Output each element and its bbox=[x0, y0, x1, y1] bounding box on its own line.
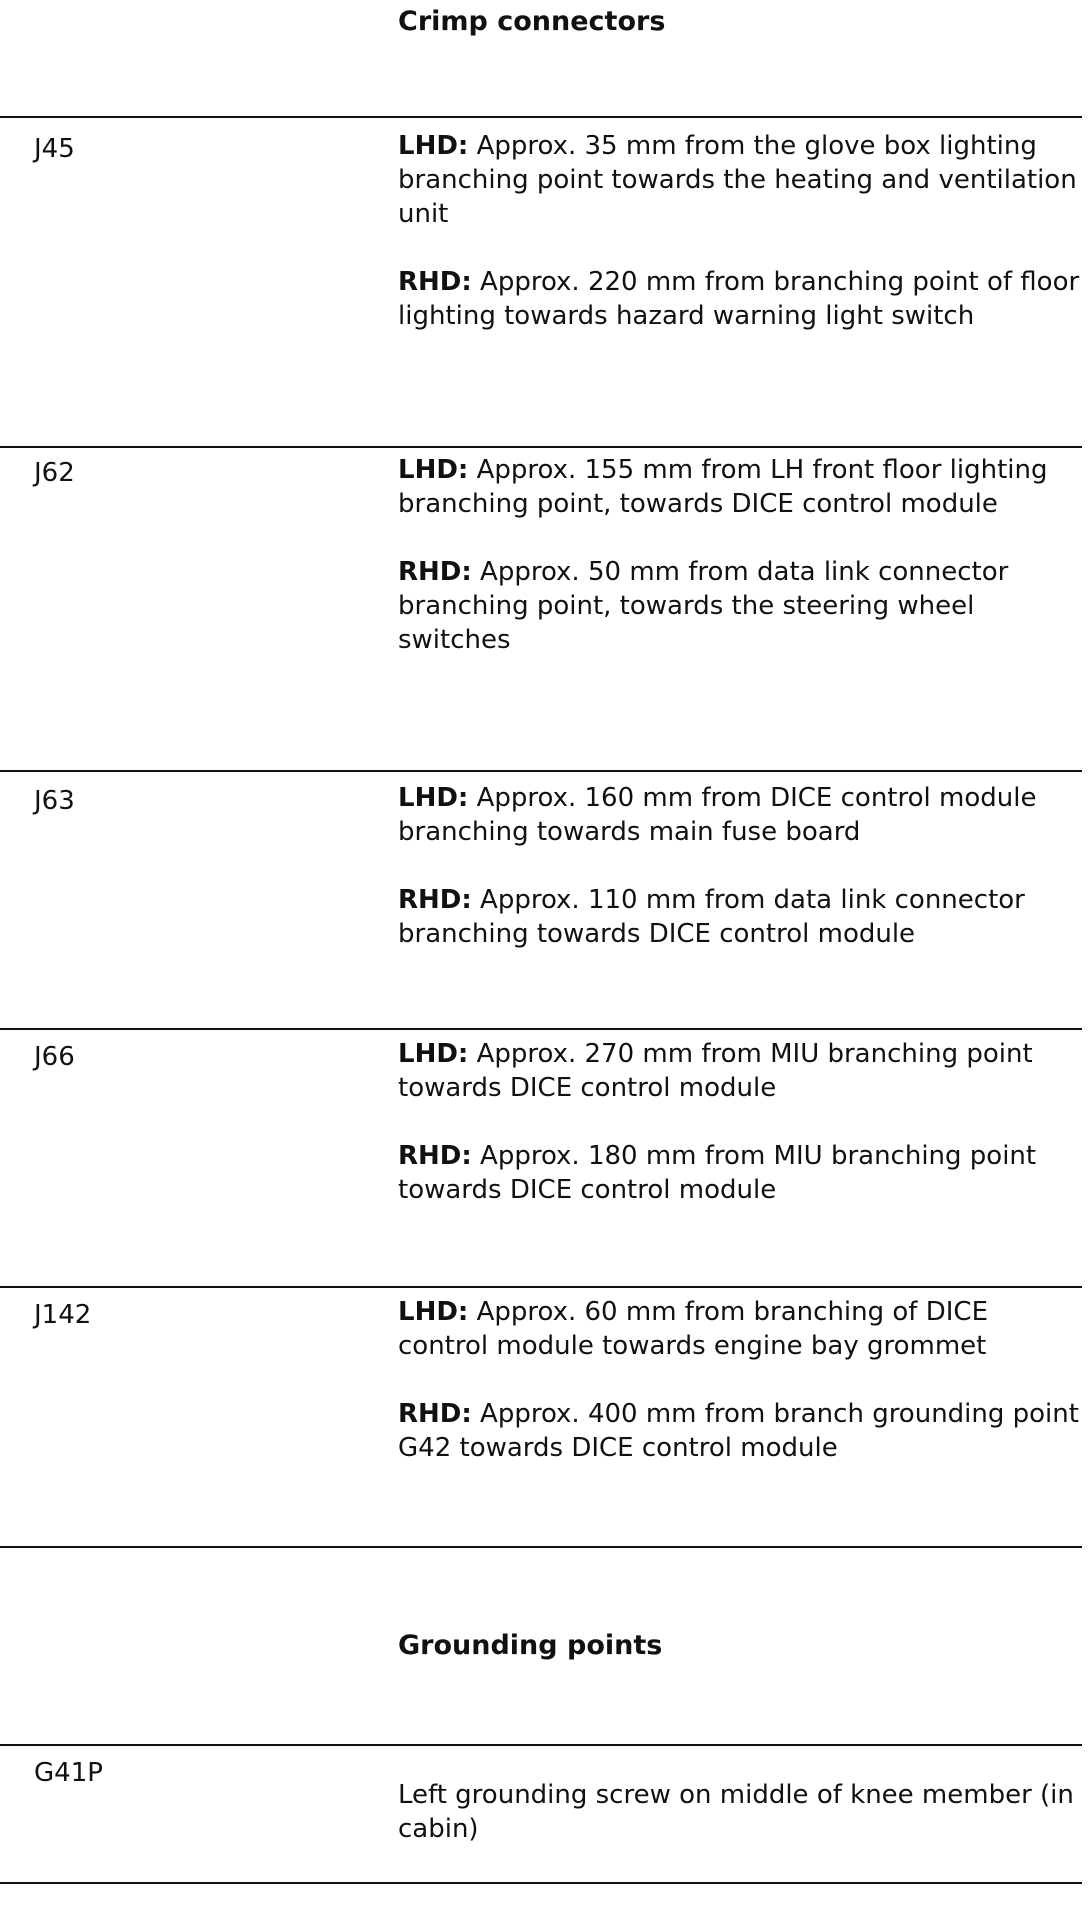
rhd-text: Approx. 400 mm from branch grounding point G42 towards DICE control module bbox=[398, 1399, 1079, 1463]
table-rule bbox=[0, 770, 1082, 772]
rhd-text: Approx. 220 mm from branching point of floor lighting towards hazard warning light switch bbox=[398, 267, 1080, 331]
grounding-points-heading: Grounding points bbox=[398, 1630, 663, 1661]
lhd-text: Approx. 155 mm from LH front floor lighting branching point, towards DICE control module bbox=[398, 455, 1048, 519]
rhd-label: RHD: bbox=[398, 1141, 472, 1171]
connector-location bbox=[398, 453, 1082, 657]
rhd-label: RHD: bbox=[398, 557, 472, 587]
table-rule bbox=[0, 116, 1082, 118]
grounding-code: G41P bbox=[34, 1758, 103, 1788]
connector-code: J62 bbox=[34, 458, 75, 488]
lhd-location bbox=[398, 1295, 1082, 1363]
table-rule bbox=[0, 1028, 1082, 1030]
table-rule bbox=[0, 1286, 1082, 1288]
lhd-label: LHD: bbox=[398, 1039, 469, 1069]
rhd-label: RHD: bbox=[398, 1399, 472, 1429]
rhd-text: Approx. 110 mm from data link connector branching towards DICE control module bbox=[398, 885, 1025, 949]
connector-location bbox=[398, 781, 1082, 951]
lhd-location bbox=[398, 781, 1082, 849]
table-rule bbox=[0, 1882, 1082, 1884]
connector-location bbox=[398, 1037, 1082, 1207]
connector-code: J66 bbox=[34, 1042, 75, 1072]
rhd-location bbox=[398, 1397, 1082, 1465]
connector-location bbox=[398, 1295, 1082, 1465]
table-rule bbox=[0, 1546, 1082, 1548]
table-rule bbox=[0, 446, 1082, 448]
lhd-location bbox=[398, 1037, 1082, 1105]
rhd-label: RHD: bbox=[398, 267, 472, 297]
table-rule bbox=[0, 1744, 1082, 1746]
rhd-location bbox=[398, 555, 1082, 657]
connector-code: J45 bbox=[34, 134, 75, 164]
rhd-label: RHD: bbox=[398, 885, 472, 915]
lhd-text: Approx. 160 mm from DICE control module branching towards main fuse board bbox=[398, 783, 1037, 847]
lhd-text: Approx. 270 mm from MIU branching point towards DICE control module bbox=[398, 1039, 1033, 1103]
lhd-label: LHD: bbox=[398, 783, 469, 813]
lhd-label: LHD: bbox=[398, 1297, 469, 1327]
lhd-label: LHD: bbox=[398, 131, 469, 161]
connector-code: J63 bbox=[34, 786, 75, 816]
lhd-location bbox=[398, 453, 1082, 521]
lhd-text: Approx. 60 mm from branching of DICE control module towards engine bay grommet bbox=[398, 1297, 988, 1361]
lhd-label: LHD: bbox=[398, 455, 469, 485]
connector-location bbox=[398, 129, 1082, 333]
rhd-location bbox=[398, 1139, 1082, 1207]
rhd-text: Approx. 180 mm from MIU branching point towards DICE control module bbox=[398, 1141, 1037, 1205]
lhd-location bbox=[398, 129, 1082, 231]
crimp-connectors-heading: Crimp connectors bbox=[398, 6, 666, 37]
rhd-location bbox=[398, 883, 1082, 951]
rhd-location bbox=[398, 265, 1082, 333]
connector-code: J142 bbox=[34, 1300, 92, 1330]
rhd-text: Approx. 50 mm from data link connector branching point, towards the steering wheel switches bbox=[398, 557, 1009, 655]
lhd-text: Approx. 35 mm from the glove box lighting branching point towards the heating and ventilation unit bbox=[398, 131, 1077, 229]
grounding-location: Left grounding screw on middle of knee member (in cabin) bbox=[398, 1780, 1074, 1844]
